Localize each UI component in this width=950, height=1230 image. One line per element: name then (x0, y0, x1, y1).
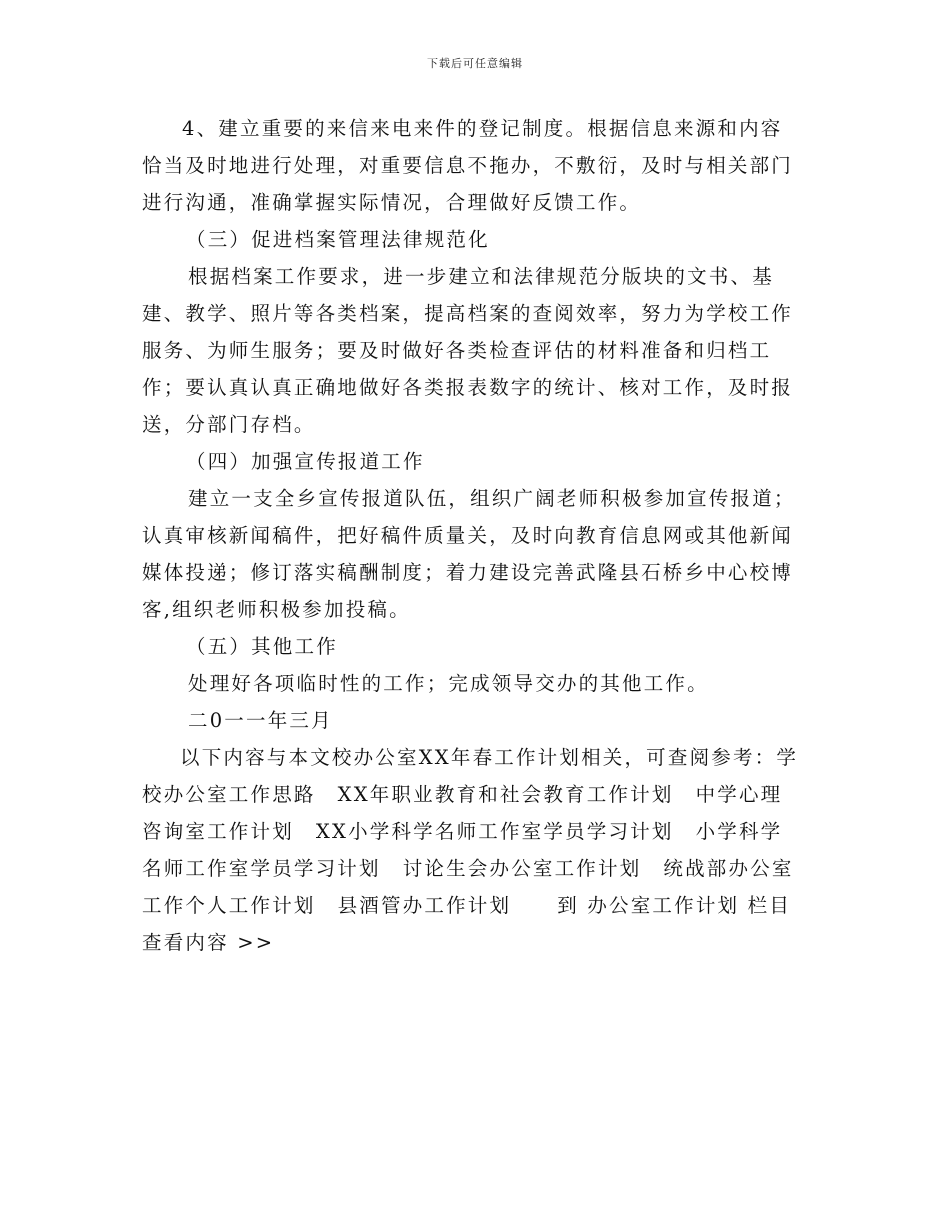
related-link-7[interactable]: 统战部办公室工作个人工作计划 (142, 857, 794, 917)
section-5-title: （五）其他工作 (186, 635, 338, 658)
related-link-1[interactable]: 学校办公室工作思路 (142, 746, 799, 806)
related-link-3[interactable]: 中学心理咨询室工作计划 (142, 783, 783, 843)
related-link-2[interactable]: XX年职业教育和社会教育工作计划 (337, 783, 674, 806)
section-3-title: （三）促进档案管理法律规范化 (186, 228, 490, 251)
header-note: 下载后可任意编辑 (427, 57, 523, 70)
related-content (142, 739, 802, 961)
section-4-title: （四）加强宣传报道工作 (186, 450, 425, 473)
section-5-body: 处理好各项临时性的工作；完成领导交办的其他工作。 (188, 672, 709, 695)
related-link-8[interactable]: 县酒管办工作计划 (337, 894, 512, 917)
related-intro: 以下内容与本文校办公室XX年春工作计划相关，可查阅参考： (180, 746, 777, 769)
section-3-body: 根据档案工作要求，进一步建立和法律规范分版块的文书、基建、教学、照片等各类档案，提高档案的查阅效率，努力为学校工作服务、为师生服务；要及时做好各类检查评估的材料准备和归档工作；要认真认真正确地做好各类报表数字的统计、核对工作，及时报送，分部门存档。 (142, 265, 794, 436)
related-category-link[interactable]: 办公室工作计划 (587, 894, 740, 917)
document-date: 二0一一年三月 (188, 709, 333, 732)
related-link-5[interactable]: 小学科学名师工作室学员学习计划 (142, 820, 783, 880)
section-4-body: 建立一支全乡宣传报道队伍，组织广阔老师积极参加宣传报道；认真审核新闻稿件，把好稿件质量关，及时向教育信息网或其他新闻媒体投递；修订落实稿酬制度；着力建设完善武隆县石桥乡中心校博客,组织老师积极参加投稿。 (142, 487, 796, 621)
related-goto-prefix: 到 (557, 894, 579, 917)
paragraph-item-4: 4、建立重要的来信来电来件的登记制度。根据信息来源和内容恰当及时地进行处理，对重要信息不拖办，不敷衍，及时与相关部门进行沟通，准确掌握实际情况，合理做好反馈工作。 (142, 117, 794, 214)
related-link-6[interactable]: 讨论生会办公室工作计划 (402, 857, 642, 880)
related-goto-suffix[interactable]: 栏目查看内容 >> (142, 894, 792, 954)
document-body (142, 110, 802, 961)
related-link-4[interactable]: XX小学科学名师工作室学员学习计划 (315, 820, 674, 843)
